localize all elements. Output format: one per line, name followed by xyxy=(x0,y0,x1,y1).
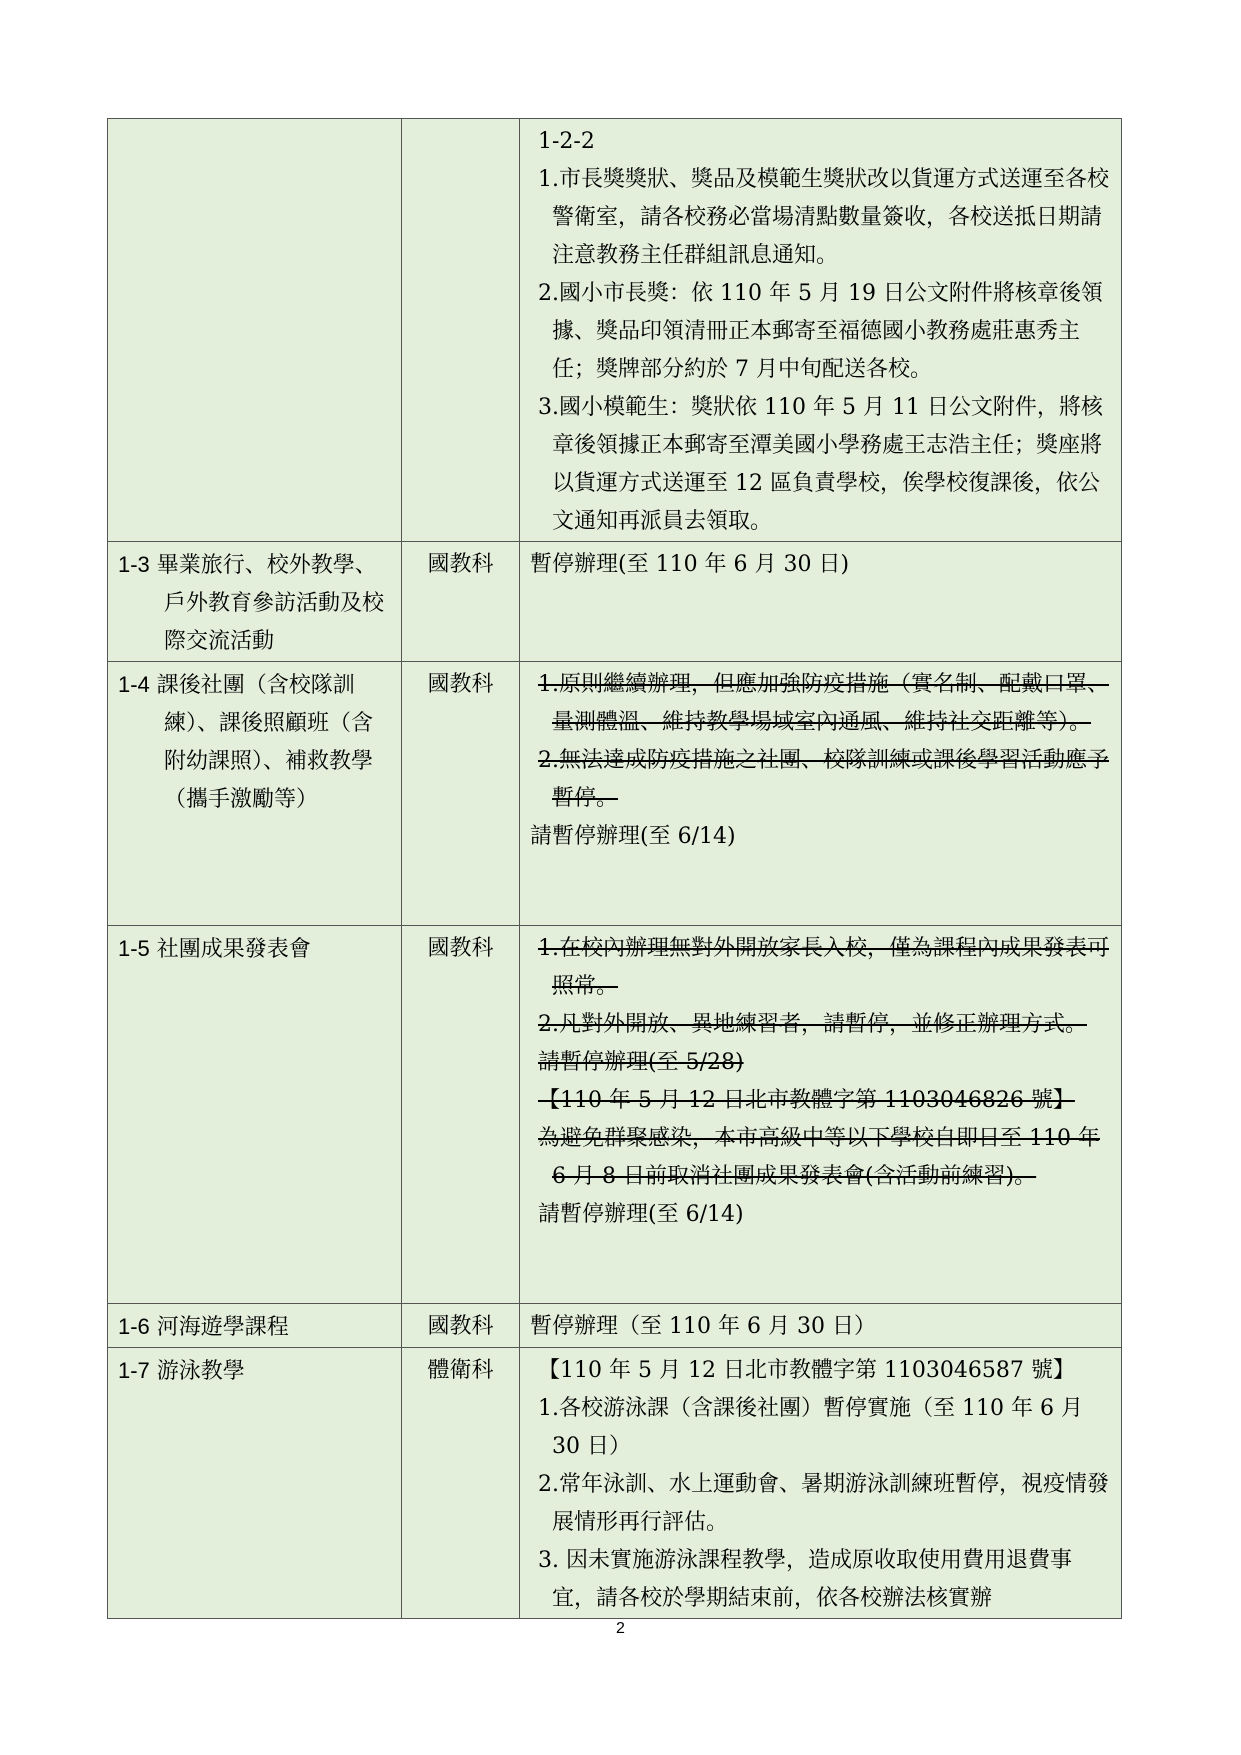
struck-content-line: 【110 年 5 月 12 日北市教體字第 1103046826 號】 xyxy=(538,1088,1075,1113)
content-line: 【110 年 5 月 12 日北市教體字第 1103046587 號】 xyxy=(538,1358,1075,1383)
content-line: 1.各校游泳課（含課後社團）暫停實施（至 110 年 6 月 30 日） xyxy=(538,1396,1083,1459)
dept-label: 體衛科 xyxy=(427,1358,494,1383)
content-line: 1.市長獎獎狀、獎品及模範生獎狀改以貨運方式送運至各校警衛室，請各校務必當場清點數量簽收，各校送抵日期請注意教務主任群組訊息通知。 xyxy=(538,167,1109,268)
content-line: 2.國小市長獎：依 110 年 5 月 19 日公文附件將核章後領據、獎品印領清冊正本郵寄至福德國小教務處莊惠秀主任；獎牌部分約於 7 月中旬配送各校。 xyxy=(538,281,1103,382)
item-code: 1-3 xyxy=(118,552,150,577)
table-row xyxy=(108,542,1122,662)
item-cell xyxy=(108,1348,402,1619)
dept-cell xyxy=(402,662,520,926)
content-cell xyxy=(520,119,1122,542)
struck-content-line: 請暫停辦理(至 5/28) xyxy=(538,1050,744,1075)
dept-cell xyxy=(402,119,520,542)
content-line: 請暫停辦理(至 6/14) xyxy=(538,1202,744,1227)
table-row xyxy=(108,1348,1122,1619)
item-name xyxy=(118,666,393,819)
content-cell xyxy=(520,1304,1122,1348)
dept-label: 國教科 xyxy=(427,1314,494,1339)
content-cell xyxy=(520,1348,1122,1619)
item-name xyxy=(118,1352,393,1391)
table-row xyxy=(108,119,1122,542)
item-cell xyxy=(108,1304,402,1348)
content-cell xyxy=(520,542,1122,662)
content-line: 3. 因未實施游泳課程教學，造成原收取使用費用退費事宜，請各校於學期結束前，依各校辦法核實辦 xyxy=(538,1548,1072,1611)
item-code: 1-5 xyxy=(118,936,150,961)
item-cell xyxy=(108,542,402,662)
item-title: 畢業旅行、校外教學、戶外教育參訪活動及校際交流活動 xyxy=(156,553,385,654)
item-code: 1-7 xyxy=(118,1358,150,1383)
item-title: 課後社團（含校隊訓練）、課後照顧班（含附幼課照）、補救教學（攜手激勵等） xyxy=(156,673,374,812)
table-row xyxy=(108,1304,1122,1348)
item-code: 1-6 xyxy=(118,1314,150,1339)
dept-cell xyxy=(402,542,520,662)
item-cell xyxy=(108,662,402,926)
item-name xyxy=(118,1308,393,1347)
dept-label: 國教科 xyxy=(427,936,494,961)
content-line: 暫停辦理（至 110 年 6 月 30 日） xyxy=(530,1314,876,1339)
item-title: 河海遊學課程 xyxy=(156,1315,289,1340)
dept-cell xyxy=(402,1348,520,1619)
item-cell xyxy=(108,119,402,542)
measures-table xyxy=(107,118,1122,1619)
item-name xyxy=(118,546,393,661)
content-line: 1-2-2 xyxy=(538,129,595,154)
page-number: 2 xyxy=(616,1620,625,1637)
measures-table-body xyxy=(108,119,1122,1619)
content-line: 暫停辦理(至 110 年 6 月 30 日) xyxy=(530,552,850,577)
table-row xyxy=(108,662,1122,926)
item-cell xyxy=(108,926,402,1304)
dept-cell xyxy=(402,926,520,1304)
content-line: 3.國小模範生：獎狀依 110 年 5 月 11 日公文附件，將核章後領據正本郵寄至潭美國小學務處王志浩主任；獎座將以貨運方式送運至 12 區負責學校，俟學校復課後，依公文通知再派員去領取。 xyxy=(538,395,1103,534)
dept-label: 國教科 xyxy=(427,552,494,577)
struck-content-line: 1.在校內辦理無對外開放家長入校，僅為課程內成果發表可照常。 xyxy=(538,936,1109,999)
content-line: 請暫停辦理(至 6/14) xyxy=(530,824,736,849)
item-title: 社團成果發表會 xyxy=(156,937,311,962)
table-row xyxy=(108,926,1122,1304)
content-cell xyxy=(520,926,1122,1304)
item-name xyxy=(118,930,393,969)
content-line: 2.常年泳訓、水上運動會、暑期游泳訓練班暫停，視疫情發展情形再行評估。 xyxy=(538,1472,1109,1535)
struck-content-line: 2.凡對外開放、異地練習者，請暫停，並修正辦理方式。 xyxy=(538,1012,1087,1037)
dept-cell xyxy=(402,1304,520,1348)
item-title: 游泳教學 xyxy=(156,1359,245,1384)
struck-content-line: 1.原則繼續辦理，但應加強防疫措施（實名制、配戴口罩、量測體溫、維持教學場域室內通風、維持社交距離等）。 xyxy=(538,672,1109,735)
item-code: 1-4 xyxy=(118,672,150,697)
dept-label: 國教科 xyxy=(427,672,494,697)
struck-content-line: 為避免群聚感染，本市高級中等以下學校自即日至 110 年 6 月 8 日前取消社團成果發表會(含活動前練習)。 xyxy=(538,1126,1100,1189)
content-cell xyxy=(520,662,1122,926)
struck-content-line: 2.無法達成防疫措施之社團、校隊訓練或課後學習活動應予暫停。 xyxy=(538,748,1109,811)
